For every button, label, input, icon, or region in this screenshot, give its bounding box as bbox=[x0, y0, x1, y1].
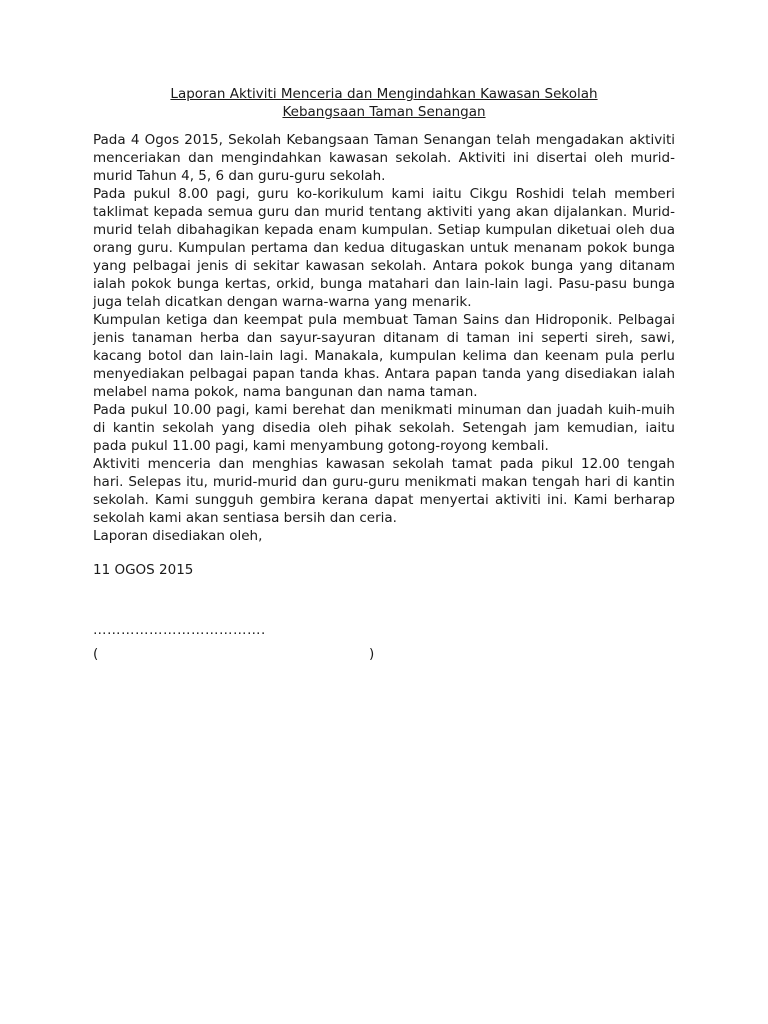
name-close-bracket: ) bbox=[369, 646, 375, 662]
report-page bbox=[93, 85, 675, 663]
paragraph-groups: Kumpulan ketiga dan keempat pula membuat Taman Sains dan Hidroponik. Pelbagai jenis tanaman herba dan sayur-sayuran ditanam di taman ini seperti sireh, sawi, kacang botol dan lain-lain lagi. Manakala, kumpulan kelima dan keenam pula perlu menyediakan pelbagai papan tanda khas. Antara papan tanda yang disediakan ialah melabel nama pokok, nama bangunan dan nama taman. bbox=[93, 312, 675, 400]
name-open-bracket: ( bbox=[93, 646, 99, 662]
signatory-name-field bbox=[93, 645, 675, 663]
paragraph-intro: Pada 4 Ogos 2015, Sekolah Kebangsaan Taman Senangan telah mengadakan aktiviti menceriakan dan mengindahkan kawasan sekolah. Aktiviti ini disertai oleh murid-murid Tahun 4, 5, 6 dan guru-guru sekolah. bbox=[93, 132, 675, 184]
report-title bbox=[93, 85, 675, 121]
paragraph-closing: Aktiviti menceria dan menghias kawasan sekolah tamat pada pikul 12.00 tengah hari. Selepas itu, murid-murid dan guru-guru menikmati makan tengah hari di kantin sekolah. Kami sungguh gembira kerana dapat menyertai aktiviti ini. Kami berharap sekolah kami akan sentiasa bersih dan ceria. bbox=[93, 456, 675, 526]
paragraph-briefing: Pada pukul 8.00 pagi, guru ko-korikulum kami iaitu Cikgu Roshidi telah memberi taklimat kepada semua guru dan murid tentang aktiviti yang akan dijalankan. Murid-murid telah dibahagikan kepada enam kumpulan. Setiap kumpulan diketuai oleh dua orang guru. Kumpulan pertama dan kedua ditugaskan untuk menanam pokok bunga yang pelbagai jenis di sekitar kawasan sekolah. Antara pokok bunga yang ditanam ialah pokok bunga kertas, orkid, bunga matahari dan lain-lain lagi. Pasu-pasu bunga juga telah dicatkan dengan warna-warna yang menarik. bbox=[93, 186, 675, 310]
title-line-1: Laporan Aktiviti Menceria dan Mengindahkan Kawasan Sekolah bbox=[170, 86, 598, 102]
report-date: 11 OGOS 2015 bbox=[93, 562, 194, 578]
paragraph-break: Pada pukul 10.00 pagi, kami berehat dan menikmati minuman dan juadah kuih-muih di kantin sekolah yang disedia oleh pihak sekolah. Setengah jam kemudian, iaitu pada pukul 11.00 pagi, kami menyambung gotong-royong kembali. bbox=[93, 402, 675, 454]
title-line-2: Kebangsaan Taman Senangan bbox=[282, 104, 486, 120]
prepared-by-label: Laporan disediakan oleh, bbox=[93, 528, 263, 544]
signature-line: ………………………………. bbox=[93, 622, 266, 638]
